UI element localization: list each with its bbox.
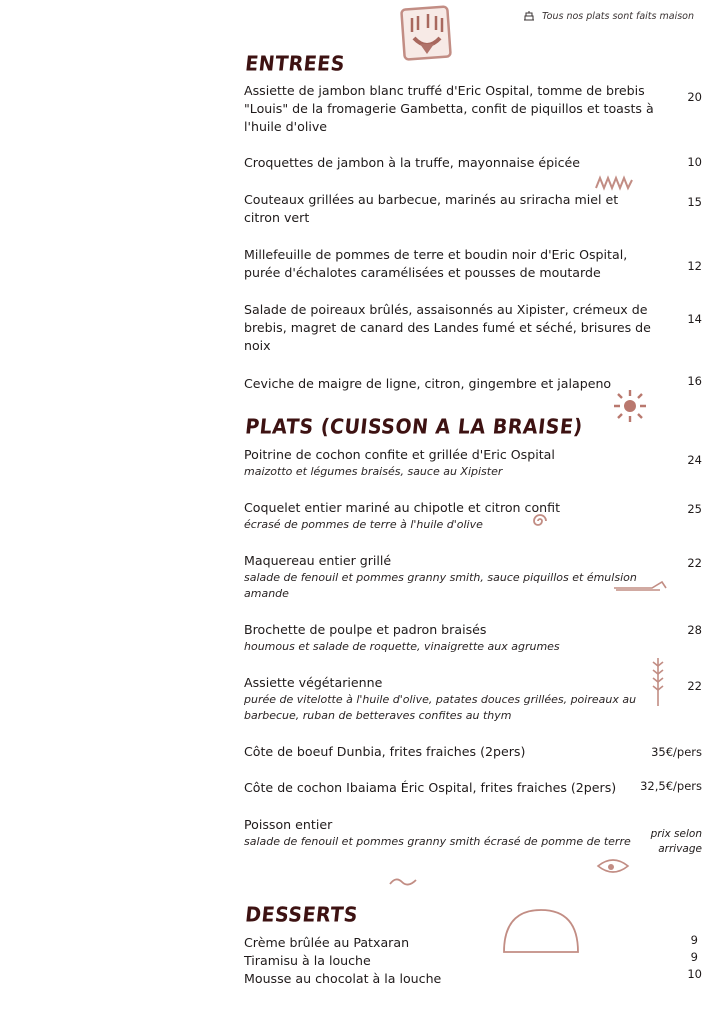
homemade-note	[522, 10, 694, 22]
item-description: salade de fenouil et pommes granny smith, sauce piquillos et émulsion amande	[244, 571, 637, 600]
item-name: Crème brûlée au Patxaran	[244, 935, 410, 950]
item-name: Millefeuille de pommes de terre et boudin noir d'Eric Ospital, purée d'échalotes caramélisées et pousses de moutarde	[244, 247, 628, 280]
menu-item	[244, 82, 654, 136]
menu-item	[244, 674, 654, 723]
item-description: purée de vitelotte à l'huile d'olive, patates douces grillées, poireaux au barbecue, ruban de betteraves confites au thym	[244, 693, 637, 722]
item-price: 9	[690, 950, 698, 964]
item-price: 16	[687, 374, 702, 388]
homemade-note-text: Tous nos plats sont faits maison	[542, 10, 694, 22]
item-name: Couteaux grillées au barbecue, marinés au sriracha miel et citron vert	[244, 192, 619, 225]
sun-icon	[608, 386, 654, 426]
item-price: 14	[687, 312, 702, 326]
menu-item	[244, 970, 664, 988]
wave-icon	[388, 876, 418, 888]
item-price: 9	[690, 933, 698, 947]
item-price: 12	[687, 259, 702, 273]
menu-item	[244, 191, 644, 227]
item-name: Assiette végétarienne	[244, 675, 383, 690]
herb-sprig-icon	[650, 656, 666, 708]
item-price: 32,5€/pers	[640, 779, 702, 793]
item-price: 10	[687, 155, 702, 169]
item-name: Croquettes de jambon à la truffe, mayonnaise épicée	[244, 155, 580, 170]
item-name: Côte de boeuf Dunbia, frites fraiches (2pers)	[244, 744, 526, 759]
menu-item	[244, 621, 664, 655]
item-price: prix selon arrivage	[650, 828, 702, 855]
menu-item	[244, 952, 664, 970]
menu-item	[244, 743, 664, 761]
eye-sketch-icon	[596, 856, 630, 876]
item-name: Salade de poireaux brûlés, assaisonnés au Xipister, crémeux de brebis, magret de canard des Landes fumé et séché, brisures de noix	[244, 302, 651, 353]
section-title-desserts: DESSERTS	[244, 903, 360, 927]
menu-item	[244, 154, 664, 172]
item-price: 25	[687, 502, 702, 516]
dome-sketch-icon	[500, 906, 582, 956]
menu-item	[244, 552, 644, 601]
fish-sketch-icon	[612, 578, 668, 592]
item-price: 20	[687, 90, 702, 104]
chef-hat-icon	[522, 10, 536, 22]
item-description: houmous et salade de roquette, vinaigrette aux agrumes	[244, 640, 560, 653]
menu-item	[244, 499, 664, 533]
item-price: 22	[687, 679, 702, 693]
item-name: Poitrine de cochon confite et grillée d'Eric Ospital	[244, 447, 555, 462]
squiggle-icon	[594, 174, 636, 192]
spiral-icon	[530, 512, 550, 530]
item-name: Coquelet entier mariné au chipotle et citron confit	[244, 500, 561, 515]
section-title-plats: PLATS (CUISSON A LA BRAISE)	[244, 415, 584, 439]
item-description: maizotto et légumes braisés, sauce au Xipister	[244, 465, 503, 478]
menu-item	[244, 934, 664, 952]
item-price: 35€/pers	[651, 745, 702, 759]
item-name: Ceviche de maigre de ligne, citron, gingembre et jalapeno	[244, 376, 612, 391]
menu-item	[244, 375, 664, 393]
menu-item	[244, 301, 664, 355]
menu-item	[244, 446, 664, 480]
item-description: salade de fenouil et pommes granny smith écrasé de pomme de terre	[244, 835, 631, 848]
face-drawing-icon	[400, 4, 454, 62]
item-name: Mousse au chocolat à la louche	[244, 971, 442, 986]
item-price: 22	[687, 556, 702, 570]
item-price: 10	[687, 967, 702, 981]
menu-item	[244, 816, 634, 850]
menu-item	[244, 246, 656, 282]
menu-item	[244, 779, 664, 797]
item-description: écrasé de pommes de terre à l'huile d'olive	[244, 518, 483, 531]
item-price: 28	[687, 623, 702, 637]
item-price: 24	[687, 453, 702, 467]
item-name: Maquereau entier grillé	[244, 553, 392, 568]
item-name: Côte de cochon Ibaiama Éric Ospital, frites fraiches (2pers)	[244, 780, 617, 795]
item-name: Tiramisu à la louche	[244, 953, 371, 968]
item-name: Assiette de jambon blanc truffé d'Eric Ospital, tomme de brebis "Louis" de la fromagerie Gambetta, confit de piquillos et toasts à l'huile d'olive	[244, 83, 654, 134]
section-title-entrees: ENTREES	[244, 52, 347, 76]
item-name: Poisson entier	[244, 817, 333, 832]
item-name: Brochette de poulpe et padron braisés	[244, 622, 487, 637]
item-price: 15	[687, 195, 702, 209]
